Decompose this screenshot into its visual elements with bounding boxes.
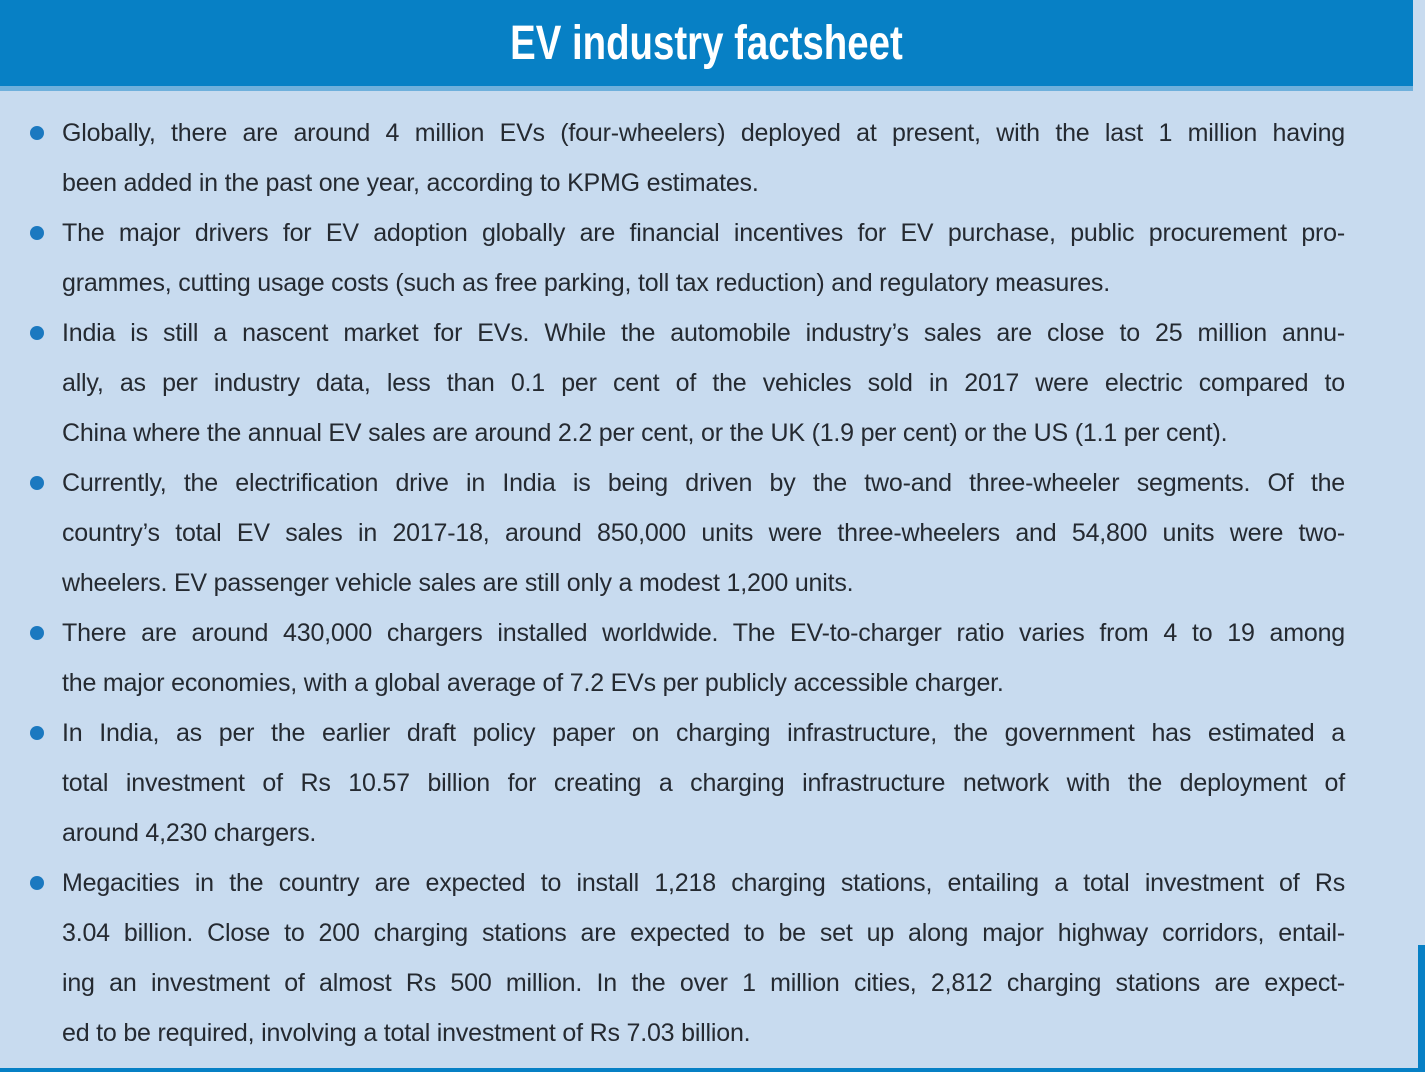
bullet-text-line: wheelers. EV passenger vehicle sales are still only a modest 1,200 units. <box>62 569 854 597</box>
bullet-text-line: There are around 430,000 chargers installed worldwide. The EV-to-charger ratio varies from 4 to 19 among <box>62 619 1345 647</box>
bullet-item <box>30 708 1345 858</box>
bullet-text-line: India is still a nascent market for EVs. While the automobile industry’s sales are close to 25 million annu- <box>62 319 1345 347</box>
bullet-text <box>62 308 1345 458</box>
bullet-item <box>30 458 1345 608</box>
bullet-text-line: Currently, the electrification drive in India is being driven by the two-and three-wheeler segments. Of the <box>62 469 1345 497</box>
bullet-item <box>30 108 1345 208</box>
bullet-text <box>62 458 1345 608</box>
bullet-text-line: The major drivers for EV adoption globally are financial incentives for EV purchase, public procurement pro- <box>62 219 1345 247</box>
bullet-text-line: the major economies, with a global average of 7.2 EVs per publicly accessible charger. <box>62 669 1004 697</box>
bullet-text-line: Globally, there are around 4 million EVs (four-wheelers) deployed at present, with the last 1 million having <box>62 119 1345 147</box>
bullet-dot-icon <box>30 126 44 140</box>
bullet-text <box>62 858 1345 1058</box>
bullet-text-line: country’s total EV sales in 2017-18, around 850,000 units were three-wheelers and 54,800 units were two- <box>62 519 1345 547</box>
bullet-text-line: been added in the past one year, according to KPMG estimates. <box>62 169 759 197</box>
bullet-dot-icon <box>30 876 44 890</box>
bullet-dot-icon <box>30 726 44 740</box>
right-border-rule <box>1418 945 1425 1072</box>
bullet-item <box>30 858 1345 1058</box>
bullet-text-line: 3.04 billion. Close to 200 charging stations are expected to be set up along major highway corridors, entail- <box>62 919 1345 947</box>
bullet-item <box>30 608 1345 708</box>
page-title: EV industry factsheet <box>510 16 903 70</box>
bottom-border-rule <box>0 1068 1425 1072</box>
bullet-text-line: total investment of Rs 10.57 billion for creating a charging infrastructure network with the deployment of <box>62 769 1345 797</box>
bullet-dot-icon <box>30 626 44 640</box>
bullet-text-line: grammes, cutting usage costs (such as free parking, toll tax reduction) and regulatory measures. <box>62 269 1110 297</box>
bullet-text <box>62 708 1345 858</box>
bullet-text-line: Megacities in the country are expected to install 1,218 charging stations, entailing a total investment of Rs <box>62 869 1345 897</box>
bullet-dot-icon <box>30 326 44 340</box>
header-bar <box>0 0 1413 86</box>
bullet-text <box>62 208 1345 308</box>
bullet-text-line: ally, as per industry data, less than 0.1 per cent of the vehicles sold in 2017 were electric compared to <box>62 369 1345 397</box>
factsheet-list <box>0 91 1370 1058</box>
bullet-item <box>30 208 1345 308</box>
bullet-dot-icon <box>30 226 44 240</box>
bullet-text-line: ing an investment of almost Rs 500 million. In the over 1 million cities, 2,812 charging stations are expect- <box>62 969 1345 997</box>
bullet-text-line: China where the annual EV sales are around 2.2 per cent, or the UK (1.9 per cent) or the US (1.1 per cent). <box>62 419 1228 447</box>
bullet-text-line: ed to be required, involving a total investment of Rs 7.03 billion. <box>62 1019 751 1047</box>
bullet-text-line: around 4,230 chargers. <box>62 819 317 847</box>
bullet-text-line: In India, as per the earlier draft policy paper on charging infrastructure, the government has estimated a <box>62 719 1345 747</box>
bullet-item <box>30 308 1345 458</box>
bullet-dot-icon <box>30 476 44 490</box>
bullet-text <box>62 608 1345 708</box>
bullet-text <box>62 108 1345 208</box>
